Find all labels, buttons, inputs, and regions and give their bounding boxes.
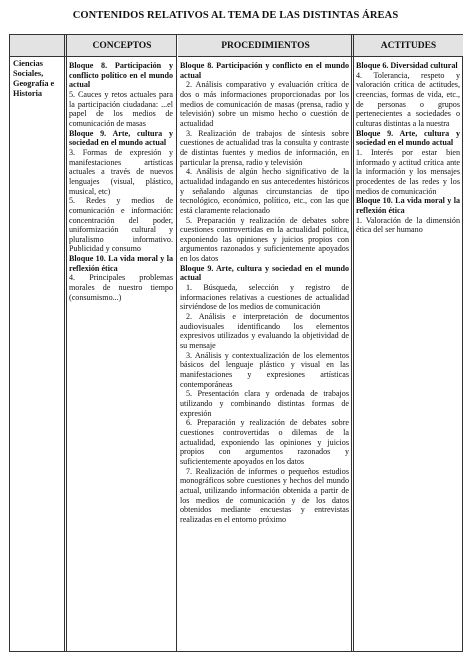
content-item: 5. Redes y medios de comunicación e información: concentración del poder, uniformización cultural y pluralismo informativo. Publicidad y consumo [69,196,173,254]
actitudes-column [356,61,460,235]
block-heading: Bloque 8. Participación y conflicto político en el mundo actual [69,61,173,90]
page-title: CONTENIDOS RELATIVOS AL TEMA DE LAS DISTINTAS ÁREAS [72,10,399,21]
content-item: 3. Análisis y contextualización de los elementos básicos del lenguaje plástico y visual en las manifestaciones y expresiones artísticas contemporáneas [180,350,349,389]
column-divider [176,35,177,651]
content-item: 2. Análisis e interpretación de documentos audiovisuales identificando los elementos expresivos utilizados y evaluando la objetividad de su mensaje [180,312,349,351]
header-blank [10,35,66,57]
conceptos-column [69,61,173,302]
content-item: 7. Realización de informes o pequeños estudios monográficos sobre cuestiones y hechos del mundo actual, utilizando información obtenida a partir de los medios de comunicación y de los datos obtenidos mediante encuestas y entrevistas realizadas en el entorno próximo [180,466,349,524]
content-item: 5. Cauces y retos actuales para la participación ciudadana: ...el papel de los medios de comunicación de masas [69,89,173,128]
content-item: 4. Análisis de algún hecho significativo de la actualidad indagando en sus antecedentes históricos y señalando algunas circunstancias de tipo tecnológico, económico, político, etc., con las que está claramente relacionado [180,167,349,215]
content-item: 2. Análisis comparativo y evaluación crítica de dos o más informaciones proporcionadas por los medios de comunicación de masas (prensa, radio y televisión) sobre un mismo hecho o cuestión de actualidad [180,80,349,128]
block-heading: Bloque 10. La vida moral y la reflexión ética [69,254,173,273]
content-item: 5. Presentación clara y ordenada de trabajos utilizando y combinando distintas formas de expresión [180,389,349,418]
content-item: 6. Preparación y realización de debates sobre cuestiones controvertidas o dilemas de la actualidad, exponiendo las opiniones y juicios propios con argumentos razonados y suficientemente apoyados en los datos [180,418,349,466]
block-heading: Bloque 9. Arte, cultura y sociedad en el mundo actual [180,263,349,283]
content-item: 5. Preparación y realización de debates sobre cuestiones controvertidas en la actualidad política, exponiendo las opiniones y juicios propios con argumentos razonados y suficientemente apoyados en los datos [180,215,349,264]
column-divider [64,35,67,651]
content-item: 1. Búsqueda, selección y registro de informaciones relativas a cuestiones de actualidad sirviéndose de los medios de comunicación [180,283,349,312]
block-heading: Bloque 10. La vida moral y la reflexión ética [356,196,460,215]
header-procedimientos: PROCEDIMIENTOS [178,35,353,57]
block-heading: Bloque 8. Participación y conflicto en el mundo actual [180,61,349,80]
header-actitudes: ACTITUDES [354,35,463,57]
content-item: 1. Interés por estar bien informado y actitud crítica ante la información y los mensajes procedentes de las redes y los medios de comunicación [356,147,460,196]
content-item: 3. Formas de expresión y manifestaciones artísticas actuales a través de nuevos lenguajes (visual, plástico, musical, etc) [69,147,173,196]
header-conceptos: CONCEPTOS [67,35,177,57]
block-heading: Bloque 9. Arte, cultura y sociedad en el mundo actual [69,128,173,148]
block-heading: Bloque 6. Diversidad cultural [356,61,458,70]
block-heading: Bloque 9. Arte, cultura y sociedad en el mundo actual [356,128,460,148]
content-table [9,34,463,652]
content-item: 4. Principales problemas morales de nuestro tiempo (consumismo...) [69,273,173,302]
content-item: 1. Valoración de la dimensión ética del ser humano [356,215,460,235]
column-divider [351,35,354,651]
subject-label: Ciencias Sociales, Geografía e Historia [13,59,55,98]
content-item: 3. Realización de trabajos de síntesis sobre cuestiones de actualidad tras la consulta y contraste de distintas fuentes y medios de información, en particular la prensa, radio y televisión [180,128,349,167]
procedimientos-column [180,61,349,525]
content-item: 4. Tolerancia, respeto y valoración crítica de actitudes, creencias, formas de vida, etc., de personas o grupos pertenecientes a sociedades o culturas distintas a la nuestra [356,70,460,128]
